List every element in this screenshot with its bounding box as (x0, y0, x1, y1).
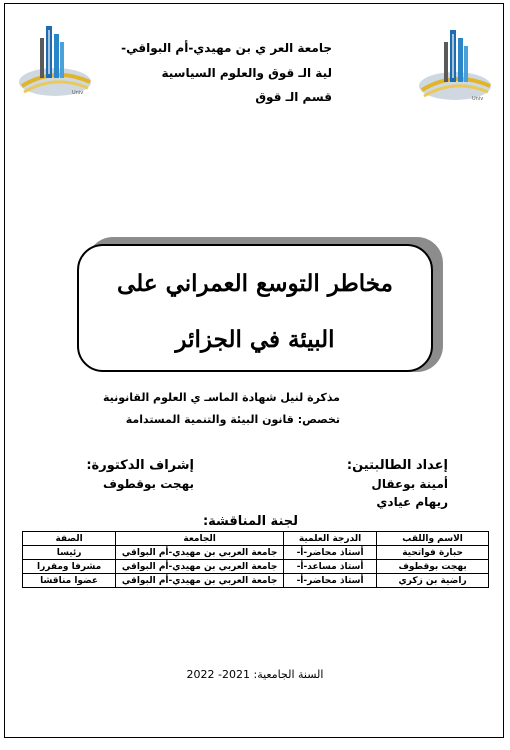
university-name: جامعة العر ي بن مهيدي-أم البواقي- (121, 41, 332, 55)
svg-text:Univ: Univ (72, 90, 84, 96)
title-box (77, 244, 433, 372)
memo-specialty: تخصص: قانون البيئة والتنمية المستدامة (125, 413, 340, 426)
column-header-role: الصفة (23, 532, 116, 546)
memo-degree: مذكرة لنيل شهادة الماسـ ي العلوم القانونية (102, 391, 340, 404)
svg-text:Univ: Univ (472, 96, 484, 102)
table-header-row (23, 532, 489, 546)
column-header-university: الجامعة (116, 532, 284, 546)
university-logo-icon (14, 16, 96, 102)
table-cell: رئيسا (23, 546, 116, 560)
student-name-2: ريهام عيادي (376, 495, 448, 509)
table-cell: أستاذ محاضر-أ- (283, 546, 376, 560)
table-row (23, 546, 489, 560)
title-line-2: البيئة في الجزائر (175, 326, 335, 353)
table-cell: عضوا مناقشا (23, 574, 116, 588)
committee-table (22, 531, 489, 588)
student-name-1: أمينة بوعقال (371, 477, 448, 491)
students-heading: إعداد الطالبتين: (346, 458, 448, 473)
table-cell: حبارة فواتحية (377, 546, 489, 560)
title-line-1: مخاطر التوسع العمراني على (117, 270, 393, 297)
department-name: قسم الـ قوق (255, 90, 332, 104)
table-cell: أستاذ محاضر-أ- (283, 574, 376, 588)
column-header-rank: الدرجة العلمية (283, 532, 376, 546)
table-cell: جامعة العربي بن مهيدي-أم البواقي (116, 574, 284, 588)
faculty-name: لية الـ قوق والعلوم السياسية (161, 66, 332, 80)
table-cell: مشرفا ومقررا (23, 560, 116, 574)
table-cell: جامعة العربي بن مهيدي-أم البواقي (116, 546, 284, 560)
university-logo-icon (414, 20, 496, 106)
table-cell: جامعة العربي بن مهيدي-أم البواقي (116, 560, 284, 574)
table-row (23, 574, 489, 588)
academic-year: السنة الجامعية: 2021- 2022 (186, 668, 324, 681)
column-header-name: الاسم واللقب (377, 532, 489, 546)
supervisor-name: بهجت بوقطوف (103, 477, 194, 491)
committee-heading: لجنة المناقشة: (202, 514, 298, 529)
table-row (23, 560, 489, 574)
table-cell: بهجت بوقطوف (377, 560, 489, 574)
supervisor-heading: إشراف الدكتورة: (86, 458, 194, 473)
table-cell: راضية بن زكري (377, 574, 489, 588)
table-cell: أستاذ مساعد-أ- (283, 560, 376, 574)
